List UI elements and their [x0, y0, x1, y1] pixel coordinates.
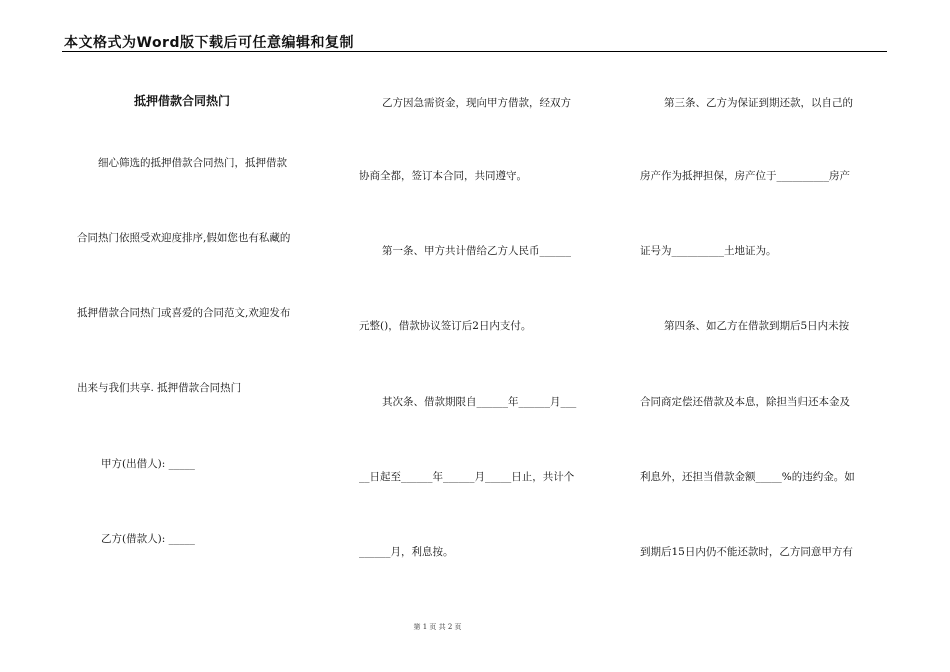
paragraph-line: 到期后15日内仍不能还款时，乙方同意甲方有: [640, 546, 853, 558]
header-divider: [62, 51, 887, 52]
paragraph-line: 房产作为抵押担保，房产位于__________房产: [640, 170, 850, 182]
paragraph-line: 利息外，还担当借款金额_____%的违约金。如: [640, 471, 855, 483]
paragraph-line: 证号为__________土地证为。: [640, 245, 777, 257]
paragraph-line: 合同热门依照受欢迎度排序,假如您也有私藏的: [77, 232, 291, 244]
party-a-line: 甲方(出借人): _____: [101, 458, 195, 470]
paragraph-line: 协商全都，签订本合同，共同遵守。: [359, 170, 527, 182]
page-footer: 第 1 页 共 2 页: [413, 623, 462, 631]
paragraph-line: 元整()，借款协议签订后2日内支付。: [359, 320, 532, 332]
party-b-line: 乙方(借款人): _____: [101, 533, 195, 545]
paragraph-line: 抵押借款合同热门或喜爱的合同范文,欢迎发布: [77, 307, 291, 319]
document-title: 抵押借款合同热门: [134, 94, 231, 108]
paragraph-line: 乙方因急需资金，现向甲方借款，经双方: [382, 97, 571, 109]
paragraph-line: 细心筛选的抵押借款合同热门，抵押借款: [98, 157, 287, 169]
paragraph-line: 第三条、乙方为保证到期还款，以自己的: [664, 97, 853, 109]
paragraph-line: 出来与我们共享. 抵押借款合同热门: [77, 382, 242, 394]
paragraph-line: 第四条、如乙方在借款到期后5日内未按: [664, 320, 850, 332]
paragraph-line: ______月，利息按。: [359, 546, 454, 558]
paragraph-line: 其次条、借款期限自______年______月___: [382, 396, 577, 408]
paragraph-line: __日起至______年______月_____日止，共计个: [359, 471, 575, 483]
paragraph-line: 第一条、甲方共计借给乙方人民币______: [382, 245, 571, 257]
paragraph-line: 合同商定偿还借款及本息，除担当归还本金及: [640, 396, 850, 408]
header-title: 本文格式为Word版下载后可任意编辑和复制: [64, 35, 354, 51]
